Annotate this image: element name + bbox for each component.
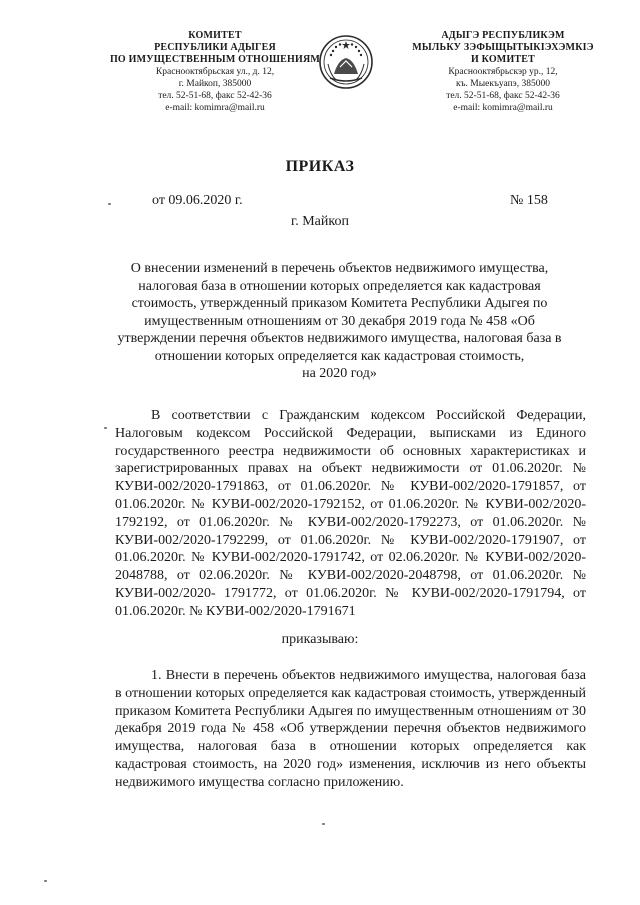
org-name-ady-line-1: АДЫГЭ РЕСПУБЛИКЭМ [441,30,565,41]
subject-line: утверждении перечня объектов недвижимого имущества, налоговая база в [117,331,562,346]
address-ru-line-1: Краснооктябрьская ул., д. 12, [155,67,275,77]
phone-ru: тел. 52-51-68, факс 52-42-36 [158,91,272,101]
phone-ady: тел. 52-51-68, факс 52-42-36 [446,91,560,101]
subject-line: на 2020 год» [302,366,377,381]
document-subject [117,260,562,383]
subject-line: имущественным отношениям от 30 декабря 2019 года № 458 «Об [144,313,535,329]
subject-line: налоговая база в отношении которых определяется как кадастровая [138,278,541,294]
address-ru-line-2: г. Майкоп, 385000 [178,79,252,89]
org-name-ady-line-2: МЫЛЬКУ ЗЭФЫЩЫТЫКIЭХЭМКIЭ [412,42,594,53]
org-name-ru-line-1: КОМИТЕТ [188,30,242,41]
order-item-1: 1. Внести в перечень объектов недвижимого имущества, налоговая база в отношении которых определяется как кадастровая стоимость, утвержденный приказом Комитета Республики Адыгея по имущественным отношениям от 30 декабря 2019 года № 458 «Об утверждении перечня объектов недвижимого имущества, налоговая база в отношении которых определяется как кадастровая стоимость, на 2020 год» изменения, исключив из него объекты недвижимого имущества согласно приложению. [115,668,586,790]
org-name-ru-line-2: РЕСПУБЛИКИ АДЫГЕЯ [154,42,276,53]
coat-of-arms-emblem-icon [318,34,374,90]
scan-speck [322,823,325,825]
scan-speck [44,880,47,882]
document-title: ПРИКАЗ [285,158,355,175]
email-ru: e-mail: komimra@mail.ru [165,103,265,113]
scan-speck [104,427,107,429]
preamble-paragraph: В соответствии с Гражданским кодексом Российской Федерации, Налоговым кодексом Российской Федерации, выписками из Единого государственного реестра недвижимости об основных характеристиках и зарегистрированных правах на объект недвижимости от 01.06.2020г. № КУВИ-002/2020-1791863, от 01.06.2020г. № КУВИ-002/2020-1791857, от 01.06.2020г. № КУВИ-002/2020-1792152, от 01.06.2020г. № КУВИ-002/2020-1792192, от 01.06.2020г. № КУВИ-002/2020-1792273, от 01.06.2020г. № КУВИ-002/2020-1792299, от 01.06.2020г. № КУВИ-002/2020-1791907, от 01.06.2020г. № КУВИ-002/2020-1791742, от 02.06.2020г. № КУВИ-002/2020-2048788, от 02.06.2020г. № КУВИ-002/2020-2048798, от 01.06.2020г. № КУВИ-002/2020- 1791772, от 01.06.2020г. № КУВИ-002/2020-1791794, от 01.06.2020г. № КУВИ-002/2020-1791671 [115,408,586,619]
document-city: г. Майкоп [291,214,349,229]
org-name-ru-line-3: ПО ИМУЩЕСТВЕННЫМ ОТНОШЕНИЯМ [109,54,321,65]
document-date: от 09.06.2020 г. [152,193,243,208]
email-ady: e-mail: komimra@mail.ru [453,103,553,113]
scan-speck [108,203,111,205]
address-ady-line-1: Краснооктябрьскэр ур., 12, [448,67,558,77]
header-right-block [398,30,608,114]
subject-line: О внесении изменений в перечень объектов недвижимого имущества, [130,261,549,276]
subject-line: отношении которых определяется как кадастровая стоимость, [154,348,525,364]
header-left-block [100,30,330,114]
document-number: № 158 [510,193,548,208]
org-name-ady-line-3: И КОМИТЕТ [470,54,536,65]
address-ady-line-2: къ. Мыекъуапэ, 385000 [456,79,550,89]
order-word: приказываю: [281,632,359,647]
subject-line: стоимость, утвержденный приказом Комитета Республики Адыгея по [131,296,548,311]
